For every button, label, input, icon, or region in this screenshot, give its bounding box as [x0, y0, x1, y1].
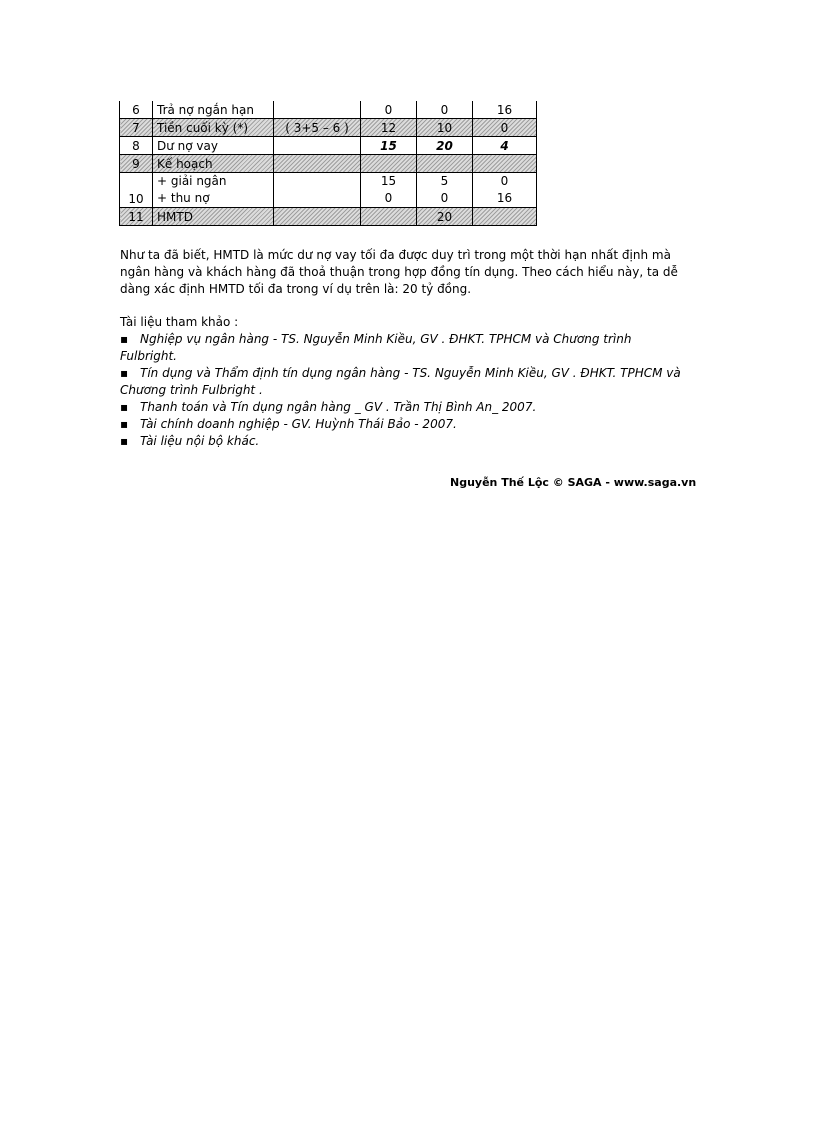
reference-text-cont: Chương trình Fulbright . — [120, 383, 263, 397]
value-cell: 12 — [361, 119, 417, 137]
paragraph-line: ngân hàng và khách hàng đã thoả thuận trong hợp đồng tín dụng. Theo cách hiểu này, ta dễ — [120, 265, 678, 279]
row-number: 8 — [120, 137, 153, 155]
item-line: + thu nợ — [157, 191, 210, 205]
value-cell — [473, 173, 537, 208]
item-line: + giải ngân — [157, 174, 227, 188]
paragraph-line: dàng xác định HMTD tối đa trong ví dụ trên là: 20 tỷ đồng. — [120, 282, 472, 296]
value-cell: 20 — [417, 208, 473, 226]
loan-plan-table — [119, 101, 537, 226]
reference-text: Nghiệp vụ ngân hàng - TS. Nguyễn Minh Kiều, GV . ĐHKT. TPHCM và Chương trình — [140, 332, 632, 346]
reference-item — [120, 433, 700, 450]
row-formula — [274, 101, 361, 119]
row-number: 6 — [120, 101, 153, 119]
value-line: 0 — [440, 191, 449, 205]
bullet-icon: ▪ — [120, 400, 129, 414]
value-cell: 16 — [473, 101, 537, 119]
row-item: Tiền cuối kỳ (*) — [153, 119, 274, 137]
paragraph-line: Như ta đã biết, HMTD là mức dư nợ vay tối đa được duy trì trong một thời hạn nhất định mà — [120, 248, 671, 262]
row-item — [153, 173, 274, 208]
value-cell — [473, 208, 537, 226]
table-row — [120, 119, 537, 137]
value-cell — [361, 173, 417, 208]
row-formula — [274, 137, 361, 155]
row-number: 11 — [120, 208, 153, 226]
references-section — [120, 314, 700, 450]
reference-item — [120, 365, 700, 399]
row-formula: ( 3+5 – 6 ) — [274, 119, 361, 137]
value-line: 0 — [384, 191, 393, 205]
references-title: Tài liệu tham khảo : — [120, 315, 239, 329]
value-cell — [361, 155, 417, 173]
table-row — [120, 137, 537, 155]
reference-text: Tài liệu nội bộ khác. — [140, 434, 260, 448]
value-line: 15 — [380, 174, 397, 188]
reference-item — [120, 331, 700, 365]
row-number: 10 — [120, 173, 153, 208]
row-formula — [274, 155, 361, 173]
reference-text: Thanh toán và Tín dụng ngân hàng _ GV . Trần Thị Bình An_ 2007. — [140, 400, 537, 414]
table-row — [120, 155, 537, 173]
reference-item — [120, 399, 700, 416]
bullet-icon: ▪ — [120, 434, 129, 448]
reference-text-cont: Fulbright. — [120, 349, 177, 363]
value-line: 0 — [500, 174, 509, 188]
reference-text: Tài chính doanh nghiệp - GV. Huỳnh Thái Bảo - 2007. — [140, 417, 457, 431]
row-item: Kế hoạch — [153, 155, 274, 173]
reference-item — [120, 416, 700, 433]
bullet-icon: ▪ — [120, 332, 129, 346]
row-item: Dư nợ vay — [153, 137, 274, 155]
value-cell — [473, 155, 537, 173]
bullet-icon: ▪ — [120, 366, 129, 380]
value-line: 5 — [440, 174, 449, 188]
value-cell: 4 — [473, 137, 537, 155]
value-cell: 0 — [361, 101, 417, 119]
row-number: 9 — [120, 155, 153, 173]
reference-text: Tín dụng và Thẩm định tín dụng ngân hàng - TS. Nguyễn Minh Kiều, GV . ĐHKT. TPHCM và — [140, 366, 681, 380]
table-row — [120, 101, 537, 119]
row-number: 7 — [120, 119, 153, 137]
value-cell: 0 — [473, 119, 537, 137]
table-row — [120, 208, 537, 226]
footer-credit: Nguyễn Thế Lộc © SAGA - www.saga.vn — [450, 476, 697, 489]
references-list — [120, 331, 700, 450]
row-formula — [274, 173, 361, 208]
value-cell — [361, 208, 417, 226]
value-cell: 0 — [417, 101, 473, 119]
bullet-icon: ▪ — [120, 417, 129, 431]
value-cell: 15 — [361, 137, 417, 155]
explanation-paragraph — [120, 247, 700, 298]
value-line: 16 — [496, 191, 513, 205]
row-item: HMTD — [153, 208, 274, 226]
row-item: Trả nợ ngắn hạn — [153, 101, 274, 119]
value-cell — [417, 155, 473, 173]
value-cell: 20 — [417, 137, 473, 155]
value-cell — [417, 173, 473, 208]
row-formula — [274, 208, 361, 226]
value-cell: 10 — [417, 119, 473, 137]
table-row — [120, 173, 537, 208]
